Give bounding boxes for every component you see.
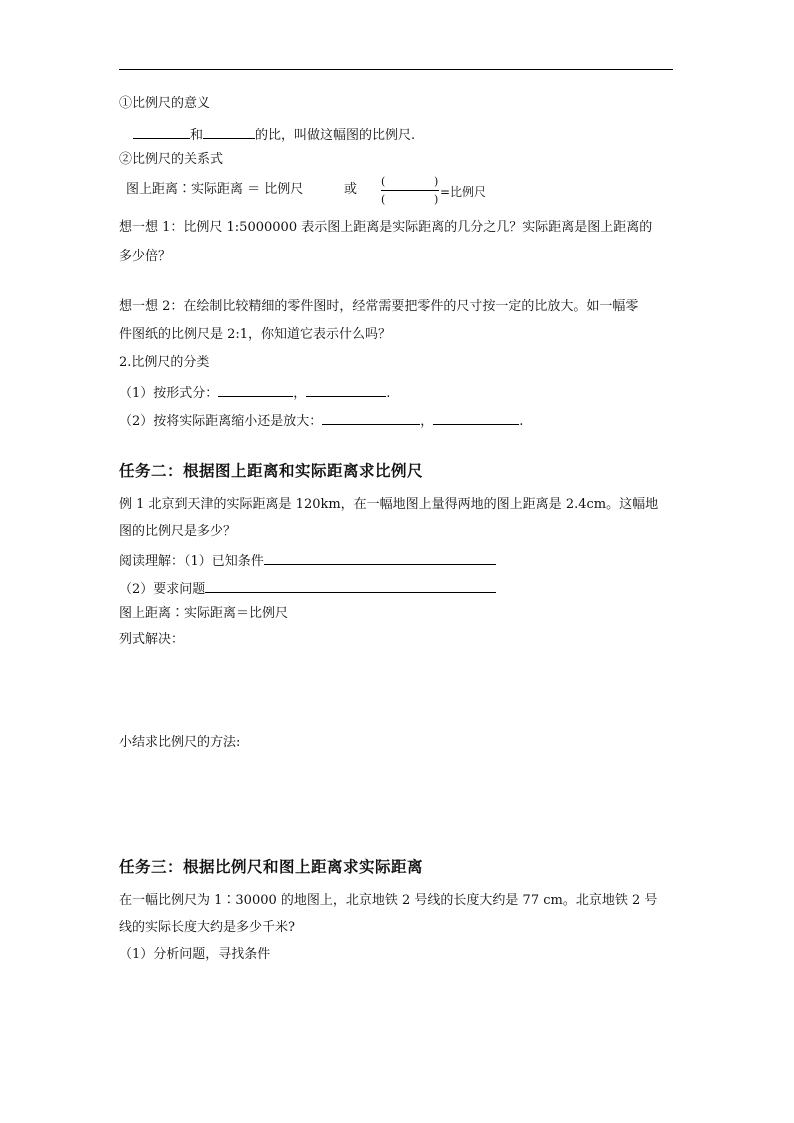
definition-and: 和 [190,128,204,143]
reading-question-label: （2）要求问题 [119,582,206,597]
item-formula-title: ②比例尺的关系式 [119,152,224,167]
comma: ， [293,386,307,401]
reading-question [119,580,496,598]
think1-line2: 多少倍？ [119,249,172,264]
blank-line [218,384,293,397]
relation-text: 图上距离∶实际距离＝比例尺 [119,606,289,621]
comma: ， [420,414,434,429]
fraction-denominator-right: ) [434,193,439,206]
classification-by-form-label: （1）按形式分： [119,386,219,401]
blank-line [133,126,190,139]
reading-known-label: 阅读理解：（1）已知条件 [119,554,264,569]
classification-by-form [119,384,390,402]
classification-by-size-label: （2）按将实际距离缩小还是放大： [119,414,323,429]
example1-line2: 图的比例尺是多少？ [119,524,237,539]
header-rule [119,69,673,70]
think2-line2: 件图纸的比例尺是 2:1，你知道它表示什么吗？ [119,327,392,342]
fraction-bar [381,190,439,191]
example2-line2: 线的实际长度大约是多少千米? [119,920,295,935]
fraction-equals-scale: =比例尺 [440,185,487,199]
item-meaning-title: ①比例尺的意义 [119,96,211,111]
classification-by-size [119,412,523,430]
fraction-numerator-left: ( [381,175,386,188]
blank-line [203,126,255,139]
definition-tail: 的比，叫做这幅图的比例尺. [255,128,416,143]
formula-text: 图上距离∶实际距离 ＝ 比例尺 [126,182,304,197]
blank-line [433,412,519,425]
period: . [519,414,524,429]
fraction-numerator-right: ) [434,175,439,188]
fraction-denominator-left: ( [381,193,386,206]
answer-line [264,552,496,565]
formula-or: 或 [344,182,358,197]
think1-line1: 想一想 1：比例尺 1:5000000 表示图上距离是实际距离的几分之几？实际距离是图上距离的 [119,220,653,235]
classification-title: 2.比例尺的分类 [119,355,210,370]
blank-line [306,384,386,397]
blank-line [322,412,420,425]
think2-line1: 想一想 2：在绘制比较精细的零件图时，经常需要把零件的尺寸按一定的比放大。如一幅零 [119,299,639,314]
example2-line1: 在一幅比例尺为 1∶30000 的地图上，北京地铁 2 号线的长度大约是 77 cm。北京地铁 2 号 [119,893,658,908]
analyze-step: （1）分析问题，寻找条件 [119,947,271,962]
period: . [386,386,391,401]
summary-label: 小结求比例尺的方法: [119,735,241,750]
task2-heading: 任务二：根据图上距离和实际距离求比例尺 [119,461,424,480]
solve-label: 列式解决： [119,632,185,647]
example1-line1: 例 1 北京到天津的实际距离是 120km，在一幅地图上量得两地的图上距离是 2.4cm。这幅地 [119,497,659,512]
task3-heading: 任务三：根据比例尺和图上距离求实际距离 [119,857,424,876]
meaning-definition [133,126,415,144]
reading-known-conditions [119,552,496,570]
answer-line [205,580,496,593]
